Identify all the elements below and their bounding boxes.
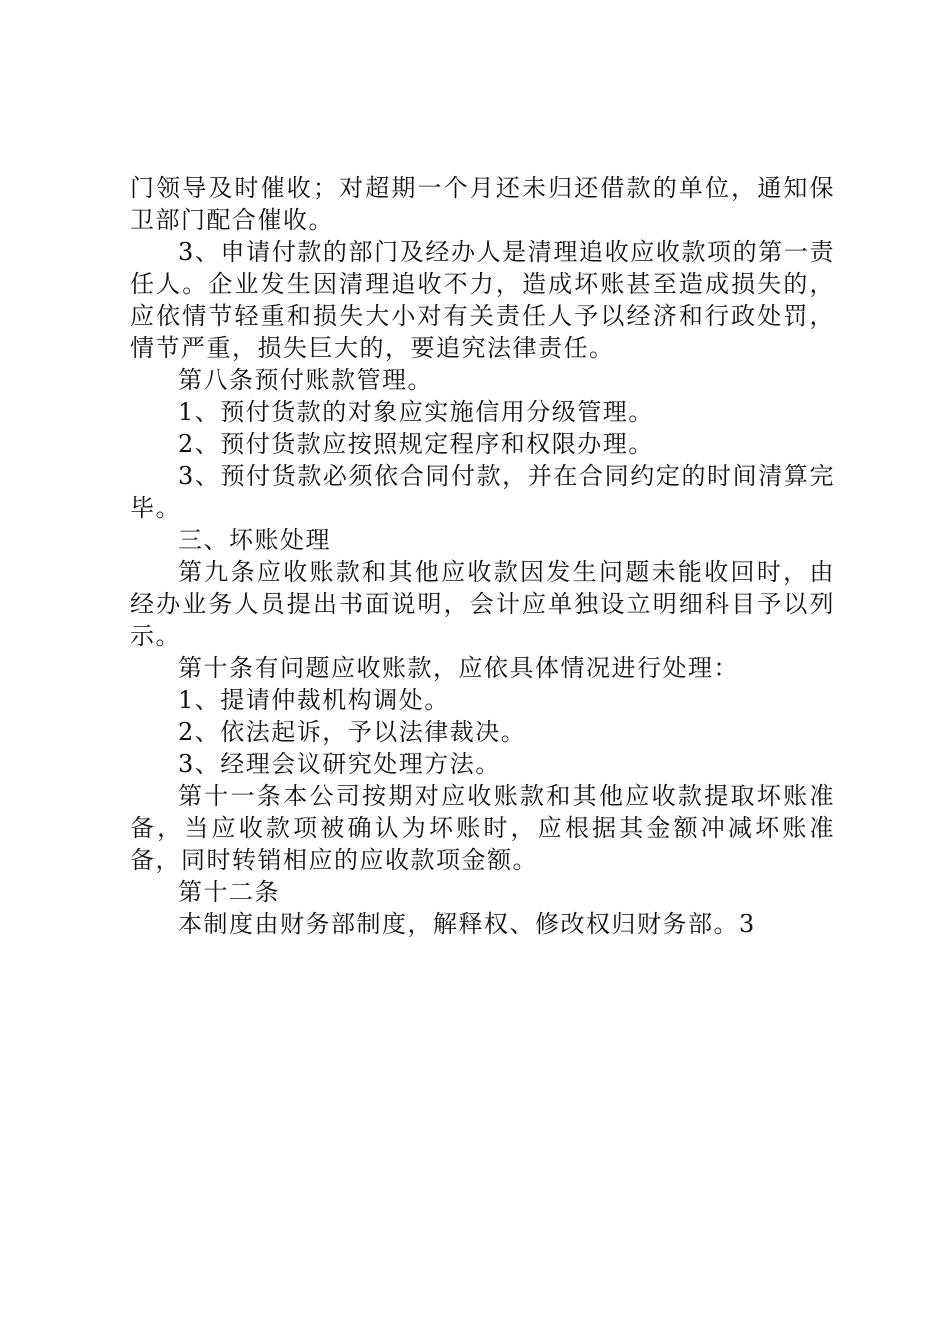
document-body	[130, 172, 835, 940]
article-8-heading: 第八条预付账款管理。	[178, 366, 433, 394]
article-8-item-2: 2、预付货款应按照规定程序和权限办理。	[178, 430, 654, 458]
article-10-heading: 第十条有问题应收账款，应依具体情况进行处理：	[178, 654, 739, 682]
article-12-text: 本制度由财务部制度，解释权、修改权归财务部。3	[178, 910, 756, 938]
paragraph-2: 3、申请付款的部门及经办人是清理追收应收款项的第一责任人。企业发生因清理追收不力，造成坏账甚至造成损失的，应依情节轻重和损失大小对有关责任人予以经济和行政处罚，情节严重，损失巨大的，要追究法律责任。	[130, 238, 835, 362]
section-bad-debt-heading: 三、坏账处理	[178, 526, 331, 554]
article-8-item-1: 1、预付货款的对象应实施信用分级管理。	[178, 398, 654, 426]
article-11: 第十一条本公司按期对应收账款和其他应收款提取坏账准备，当应收款项被确认为坏账时，应根据其金额冲减坏账准备，同时转销相应的应收款项金额。	[130, 782, 835, 874]
paragraph-1: 门领导及时催收；对超期一个月还未归还借款的单位，通知保卫部门配合催收。	[130, 174, 835, 234]
article-9: 第九条应收账款和其他应收款因发生问题未能收回时，由经办业务人员提出书面说明，会计应单独设立明细科目予以列示。	[130, 558, 835, 650]
article-10-item-1: 1、提请仲裁机构调处。	[178, 686, 450, 714]
article-10-item-3: 3、经理会议研究处理方法。	[178, 750, 501, 778]
article-12-heading: 第十二条	[178, 878, 280, 906]
article-8-item-3: 3、预付货款必须依合同付款，并在合同约定的时间清算完毕。	[130, 462, 835, 522]
article-10-item-2: 2、依法起诉，予以法律裁决。	[178, 718, 527, 746]
